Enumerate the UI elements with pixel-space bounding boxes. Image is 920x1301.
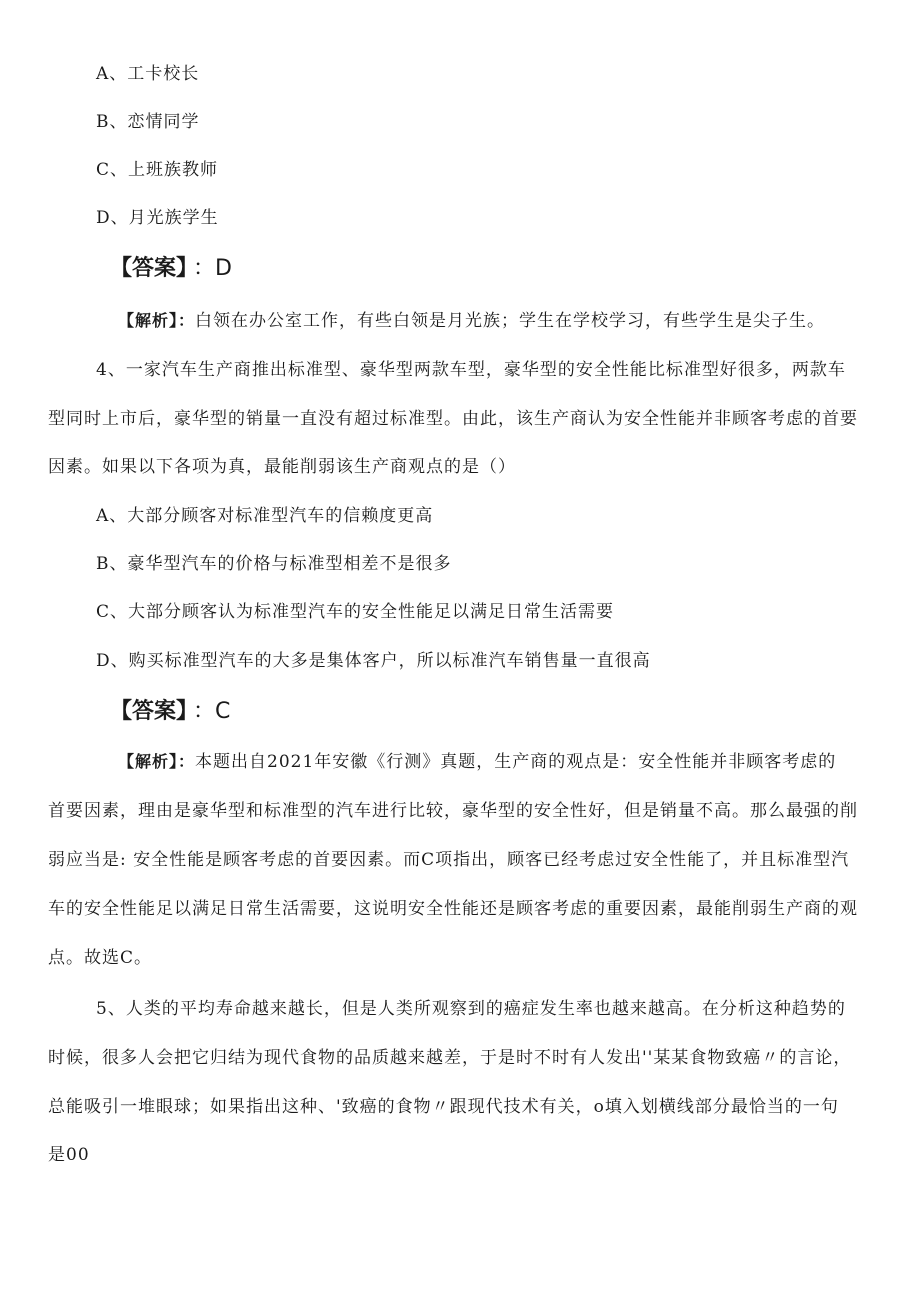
answer-value: ：D [193, 256, 232, 281]
q3-option-a: A、工卡校长 [96, 64, 200, 84]
q4-explanation-line [118, 750, 836, 774]
q5-question-line: 是00 [48, 1145, 90, 1165]
q3-option-c: C、上班族教师 [96, 160, 219, 180]
explanation-text: 白领在办公室工作，有些白领是月光族；学生在学校学习，有些学生是尖子生。 [195, 311, 826, 331]
explanation-text: 本题出自2021年安徽《行测》真题，生产商的观点是：安全性能并非顾客考虑的 [195, 752, 837, 772]
q4-explanation-line: 弱应当是: 安全性能是顾客考虑的首要因素。而C项指出，顾客已经考虑过安全性能了，并且标准型汽 [48, 850, 850, 870]
answer-label: 【答案】 [110, 699, 188, 724]
q4-option-a: A、大部分顾客对标准型汽车的信赖度更高 [96, 506, 434, 526]
q3-option-b: B、恋情同学 [96, 112, 200, 132]
answer-label: 【答案】 [110, 256, 188, 281]
q3-option-d: D、月光族学生 [96, 208, 219, 228]
q4-explanation-line: 点。故选C。 [48, 948, 153, 968]
q4-option-b: B、豪华型汽车的价格与标准型相差不是很多 [96, 554, 452, 574]
answer-value: ：C [193, 699, 231, 724]
explanation-label: 【解析】： [118, 752, 196, 771]
q4-option-c: C、大部分顾客认为标准型汽车的安全性能足以满足日常生活需要 [96, 602, 615, 622]
q4-question-line: 4、一家汽车生产商推出标准型、豪华型两款车型，豪华型的安全性能比标准型好很多，两款车 [96, 360, 846, 380]
q5-question-line: 5、人类的平均寿命越来越长，但是人类所观察到的癌症发生率也越来越高。在分析这种趋势的 [96, 999, 846, 1019]
q3-answer [110, 257, 232, 281]
q4-answer [110, 700, 230, 724]
q4-option-d: D、购买标准型汽车的大多是集体客户，所以标准汽车销售量一直很高 [96, 651, 651, 671]
q5-question-line: 总能吸引一堆眼球；如果指出这种、'致癌的食物〃跟现代技术有关，o填入划横线部分最恰当的一句 [48, 1097, 839, 1117]
q3-explanation [118, 309, 825, 333]
q4-question-line: 因素。如果以下各项为真，最能削弱该生产商观点的是（） [48, 457, 516, 477]
explanation-label: 【解析】： [118, 311, 196, 330]
q4-question-line: 型同时上市后，豪华型的销量一直没有超过标准型。由此，该生产商认为安全性能并非顾客考虑的首要 [48, 409, 858, 429]
q5-question-line: 时候，很多人会把它归结为现代食物的品质越来越差，于是时不时有人发出''某某食物致癌〃的言论， [48, 1048, 852, 1068]
q4-explanation-line: 首要因素，理由是豪华型和标准型的汽车进行比较，豪华型的安全性好，但是销量不高。那么最强的削 [48, 801, 858, 821]
q4-explanation-line: 车的安全性能足以满足日常生活需要，这说明安全性能还是顾客考虑的重要因素，最能削弱生产商的观 [48, 899, 858, 919]
